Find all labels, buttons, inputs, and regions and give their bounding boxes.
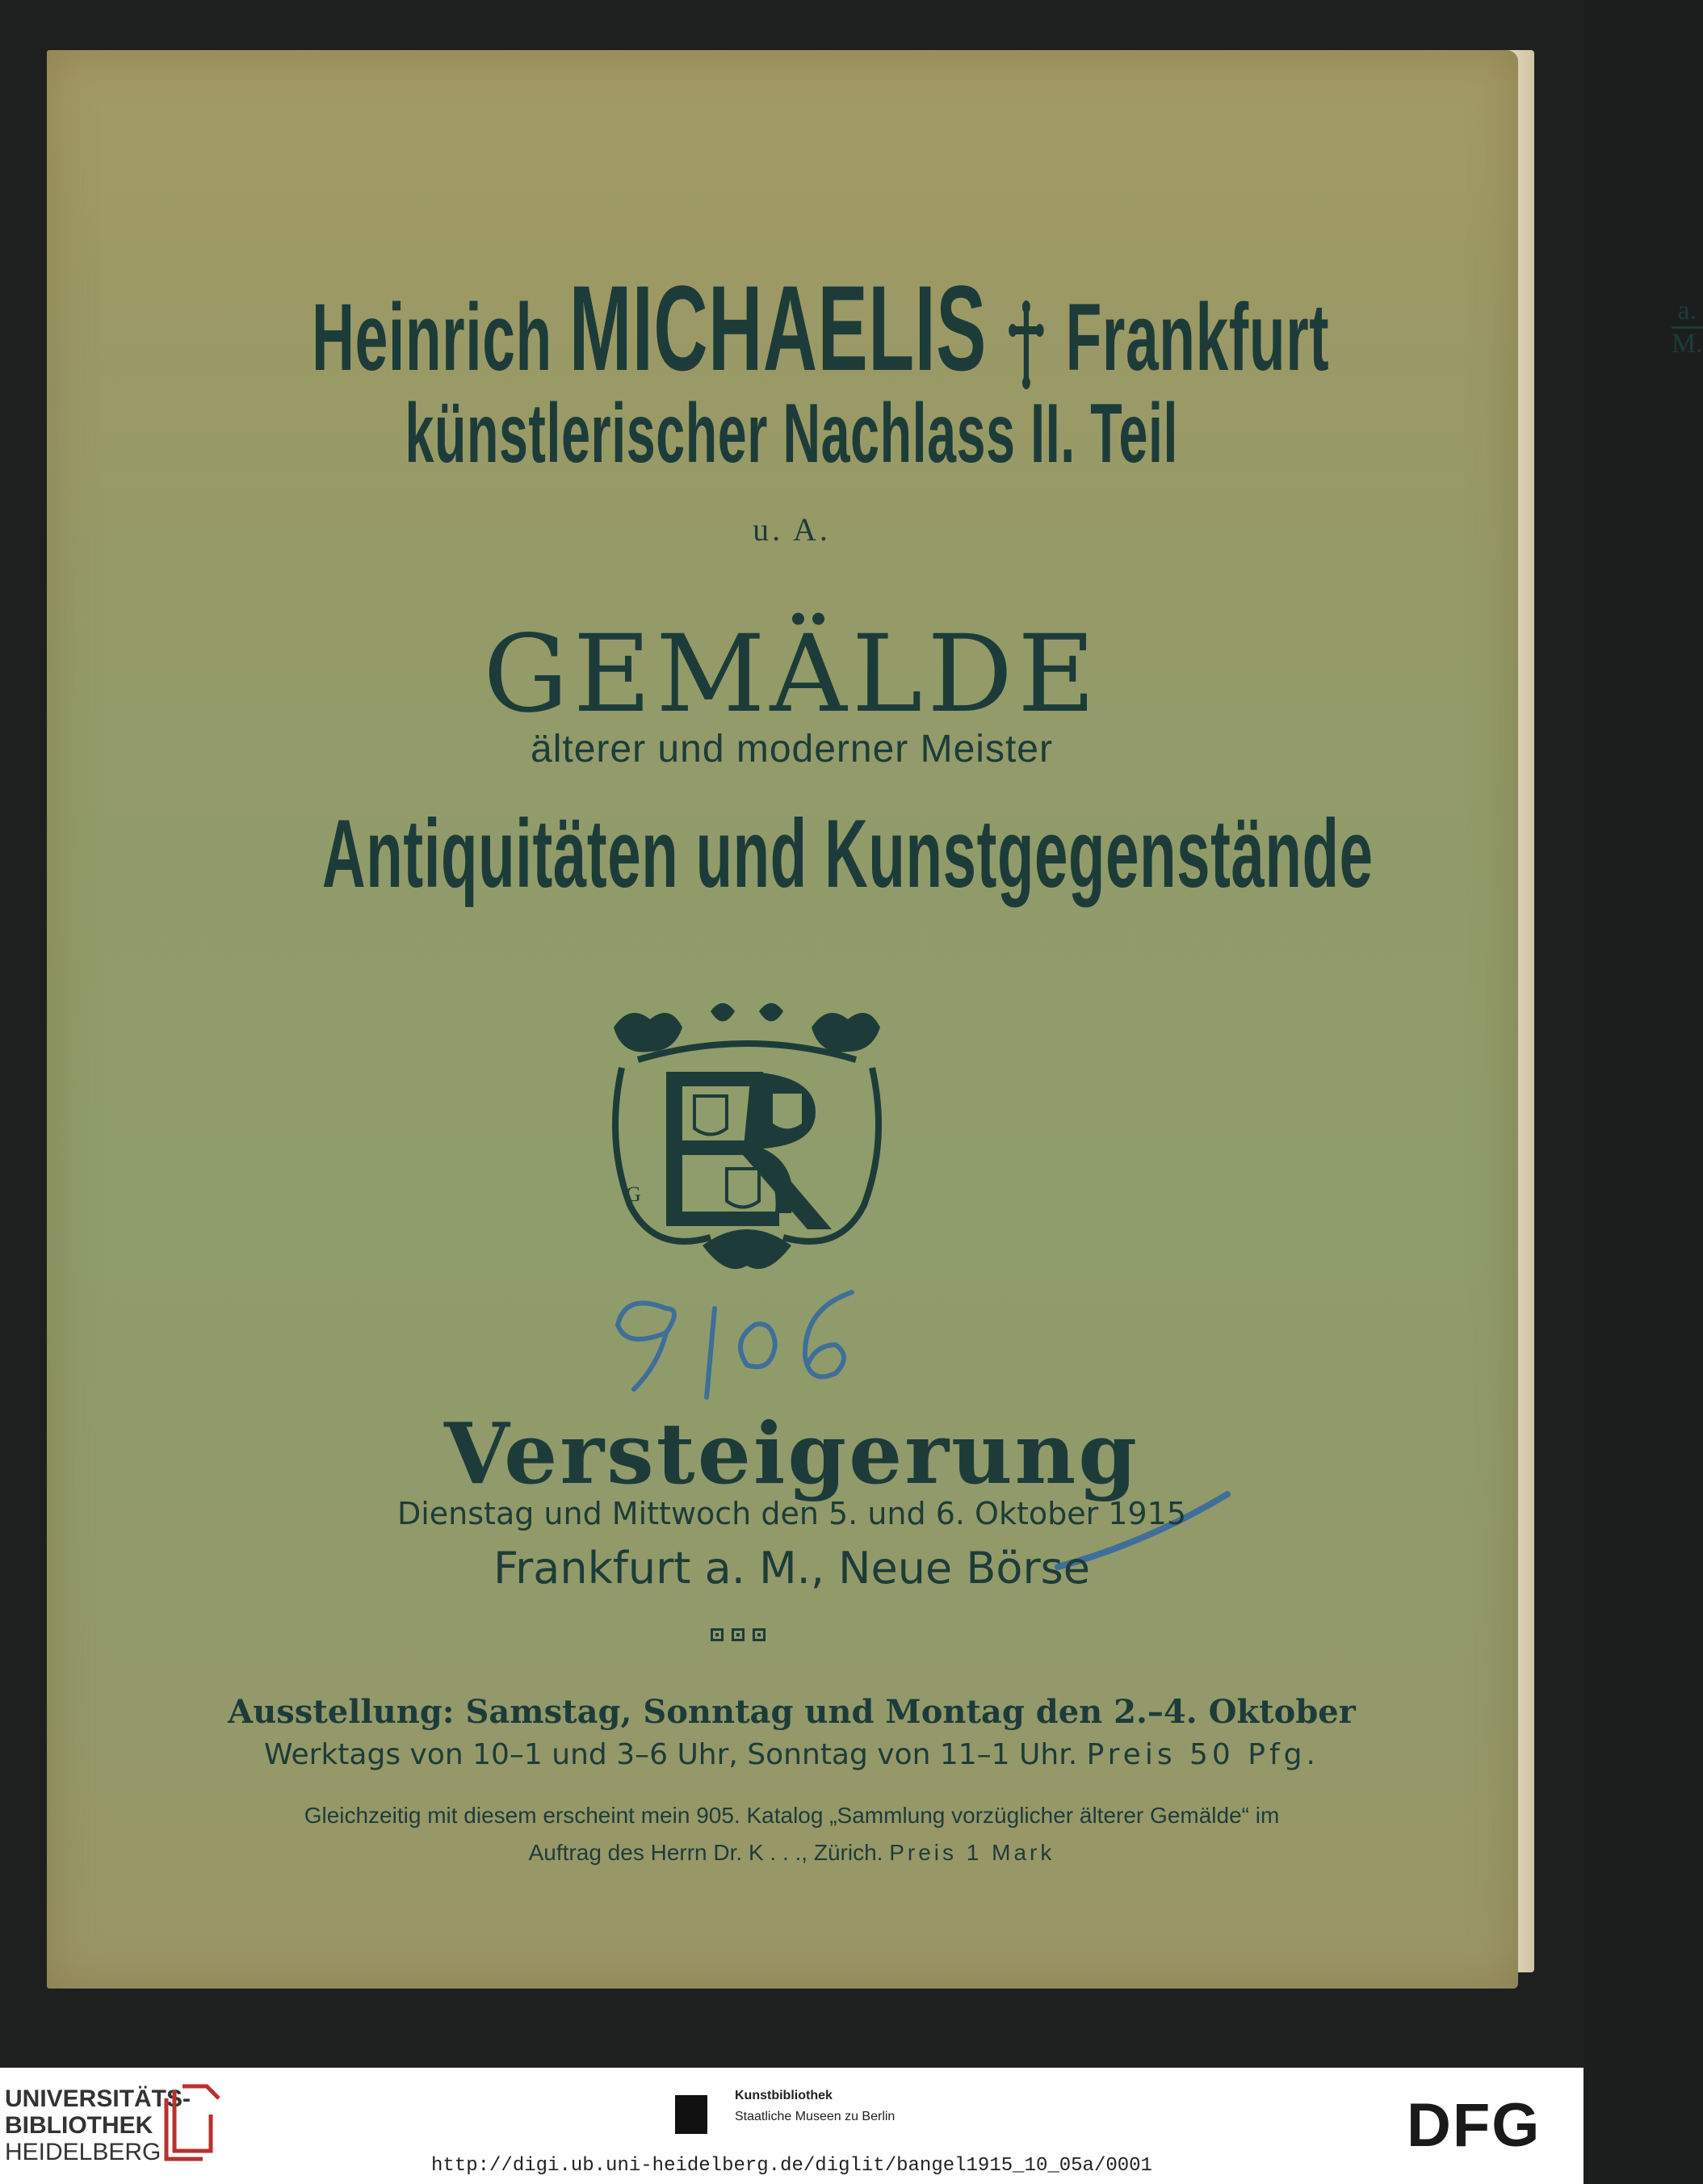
title-line-1 bbox=[0, 258, 1703, 398]
exhibition-price: Preis 50 Pfg. bbox=[1086, 1738, 1319, 1771]
auction-title: Versteigerung bbox=[444, 1404, 1139, 1503]
first-name: Heinrich bbox=[312, 284, 552, 391]
auction-venue: Frankfurt a. M., Neue Börse bbox=[493, 1543, 1091, 1594]
catalog-note-price: Preis 1 Mark bbox=[889, 1840, 1055, 1865]
catalog-note-line-2: Auftrag des Herrn Dr. K . . ., Zürich. Preis 1 Mark bbox=[528, 1840, 1055, 1865]
and-others: u. A. bbox=[753, 511, 831, 548]
auction-dates: Dienstag und Mittwoch den 5. und 6. Oktober 1915 bbox=[396, 1496, 1187, 1531]
svg-text:G: G bbox=[626, 1182, 641, 1206]
dfg-logo[interactable]: DFG bbox=[1407, 2091, 1542, 2160]
kunstbibliothek-logo[interactable] bbox=[675, 2095, 707, 2134]
ub-heidelberg-label[interactable]: UNIVERSITÄTS- BIBLIOTHEK HEIDELBERG bbox=[5, 2085, 191, 2165]
title-line-2: künstlerischer Nachlass II. Teil bbox=[405, 387, 1179, 481]
catalog-note-line-1: Gleichzeitig mit diesem erscheint mein 905. Katalog „Sammlung vorzüglicher älterer Gemälde“ im bbox=[304, 1803, 1280, 1828]
kunstbibliothek-label[interactable]: Kunstbibliothek Staatliche Museen zu Berlin bbox=[735, 2089, 896, 2123]
cross-icon bbox=[1009, 300, 1043, 389]
ub-heidelberg-logo[interactable] bbox=[158, 2082, 223, 2163]
ornament-square bbox=[753, 1628, 766, 1641]
exhibition-hours: Werktags von 10–1 und 3–6 Uhr, Sonntag von 11–1 Uhr. Preis 50 Pfg. bbox=[264, 1738, 1319, 1771]
city-fraction: $\frac{a.}{M.}$ bbox=[1671, 296, 1703, 359]
antiques-heading: Antiquitäten und Kunstgegenstände bbox=[321, 800, 1374, 908]
permalink-url[interactable]: http://digi.ub.uni-heidelberg.de/diglit/bangel1915_10_05a/0001 bbox=[431, 2155, 1152, 2177]
exhibition-dates: Ausstellung: Samstag, Sonntag und Montag den 2.–4. Oktober bbox=[228, 1693, 1356, 1731]
ornament-squares bbox=[711, 1628, 766, 1641]
publisher-monogram-logo bbox=[589, 995, 904, 1286]
ornament-square bbox=[732, 1628, 745, 1641]
city: Frankfurt bbox=[1065, 284, 1330, 391]
surname: MICHAELIS bbox=[568, 260, 987, 396]
main-heading: GEMÄLDE bbox=[483, 612, 1101, 737]
subheading: älterer und moderner Meister bbox=[531, 728, 1053, 771]
handwritten-number bbox=[594, 1276, 884, 1405]
ornament-square bbox=[711, 1628, 724, 1641]
